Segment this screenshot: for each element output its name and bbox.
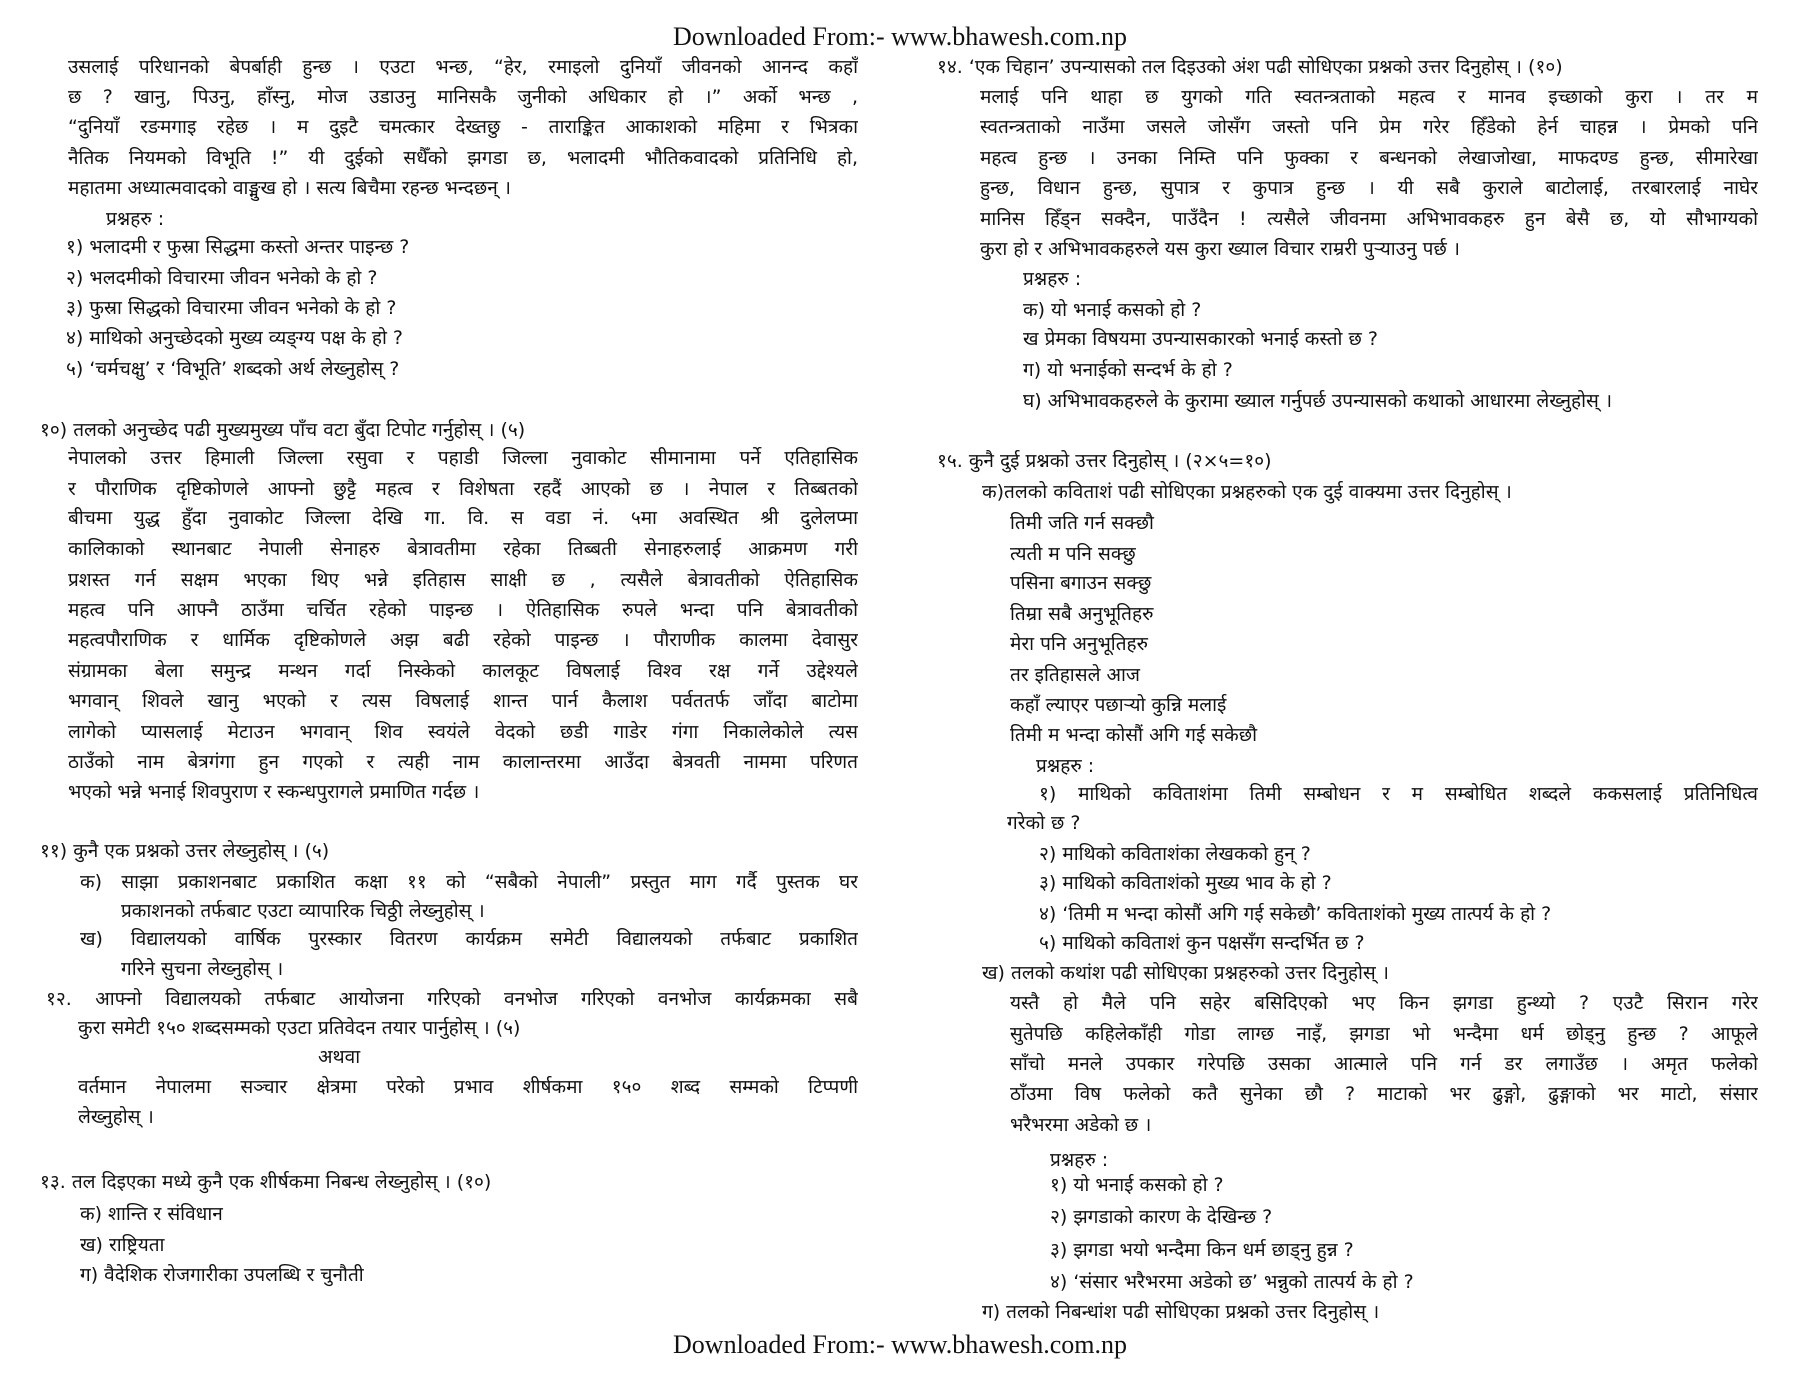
question-item: ४) ‘संसार भरैभरमा अडेको छ’ भन्नुको तात्पर्य के हो ? (1050, 1271, 1414, 1293)
question-item: २) झगडाको कारण के देखिन्छ ? (1050, 1206, 1273, 1228)
questions-label: प्रश्नहरु : (106, 208, 165, 230)
passage-line: मलाई पनि थाहा छ युगको गति स्वतन्त्रताको महत्व र मानव इच्छाको कुरा । तर म (980, 86, 1758, 108)
question-item: ग) यो भनाईको सन्दर्भ के हो ? (1023, 359, 1233, 381)
option-item: प्रकाशनको तर्फबाट एउटा व्यापारिक चिठ्ठी लेख्नुहोस् । (121, 900, 485, 922)
poem-line: तर इतिहासले आज (1010, 664, 1141, 686)
question-heading: १५. कुनै दुई प्रश्नको उत्तर दिनुहोस् । (२×५=१०) (937, 450, 1272, 472)
question-item: ४) माथिको अनुच्छेदको मुख्य व्यङ्ग्य पक्ष के हो ? (66, 327, 404, 349)
question-item: ३) फुस्रा सिद्धको विचारमा जीवन भनेको के हो ? (66, 297, 397, 319)
question-item: ५) ‘चर्मचक्षु’ र ‘विभूति’ शब्दको अर्थ लेख्नुहोस् ? (66, 358, 400, 380)
passage-line: भगवान् शिवले खानु भएको र त्यस विषलाई शान्त पार्न कैलाश पर्वततर्फ जाँदा बाटोमा (68, 690, 858, 712)
questions-label: प्रश्नहरु : (1023, 268, 1082, 290)
passage-line: प्रशस्त गर्न सक्षम भएका थिए भन्ने इतिहास साक्षी छ , त्यसैले बेत्रावतीको ऐतिहासिक (68, 569, 858, 591)
passage-line: ठाउँको नाम बेत्रगंगा हुन गएको र त्यही नाम कालान्तरमा आउँदा बेत्रवती नाममा परिणत (68, 751, 858, 773)
sub-question-heading: ख) तलको कथांश पढी सोधिएका प्रश्नहरुको उत्तर दिनुहोस् । (982, 962, 1390, 984)
passage-line: स्वतन्त्रताको नाउँमा जसले जोसँग जस्तो पनि प्रेम गरेर हिँडेको हेर्न चाहन्न । प्रेमको पनि (980, 116, 1758, 138)
passage-line: महत्व पनि आफ्नै ठाउँमा चर्चित रहेको पाइन्छ । ऐतिहासिक रुपले भन्दा पनि बेत्रावतीको (68, 599, 858, 621)
passage-line: छ ? खानु, पिउनु, हाँस्नु, मोज उडाउनु मानिसकै जुनीको अधिकार हो ।” अर्को भन्छ , (68, 86, 858, 108)
poem-line: मेरा पनि अनुभूतिहरु (1010, 633, 1149, 655)
passage-line: महत्वपौराणिक र धार्मिक दृष्टिकोणले अझ बढी रहेको पाइन्छ । पौराणीक कालमा देवासुर (68, 629, 858, 651)
question-item: ३) झगडा भयो भन्दैमा किन धर्म छाड्नु हुन्न ? (1050, 1239, 1354, 1261)
poem-line: तिमी जति गर्न सक्छौ (1010, 512, 1154, 534)
question-item: क) यो भनाई कसको हो ? (1023, 299, 1202, 321)
question-item: २) माथिको कविताशंका लेखकको हुन् ? (1039, 843, 1311, 865)
question-item: गरेको छ ? (1007, 812, 1081, 834)
passage-line: महत्व हुन्छ । उनका निम्ति पनि फुक्का र बन्धनको लेखाजोखा, माफदण्ड हुन्छ, सीमारेखा (980, 147, 1758, 169)
passage-line: कालिकाको स्थानबाट नेपाली सेनाहरु बेत्रावतीमा रहेका तिब्बती सेनाहरुलाई आक्रमण गरी (68, 538, 858, 560)
passage-line: ठाँउमा विष फलेको कतै सुनेका छौ ? माटाको भर ढुङ्गो, ढुङ्गाको भर माटो, संसार (1010, 1083, 1758, 1105)
option-item: क) शान्ति र संविधान (80, 1203, 223, 1225)
question-heading: १०) तलको अनुच्छेद पढी मुख्यमुख्य पाँच वटा बुँदा टिपोट गर्नुहोस् । (५) (40, 419, 526, 441)
passage-line: नेपालको उत्तर हिमाली जिल्ला रसुवा र पहाडी जिल्ला नुवाकोट सीमानामा पर्ने एतिहासिक (68, 447, 858, 469)
option-item: ख) राष्ट्रियता (80, 1234, 165, 1256)
or-label: अथवा (318, 1046, 361, 1068)
poem-line: कहाँ ल्याएर पछाऱ्यो कुन्नि मलाई (1010, 694, 1227, 716)
passage-line: हुन्छ, विधान हुन्छ, सुपात्र र कुपात्र हुन्छ । यी सबै कुराले बाटोलाई, तरबारलाई नाघेर (980, 177, 1758, 199)
question-item: २) भलदमीको विचारमा जीवन भनेको के हो ? (66, 267, 378, 289)
question-item: घ) अभिभावकहरुले के कुरामा ख्याल गर्नुपर्छ उपन्यासको कथाको आधारमा लेख्नुहोस् । (1023, 390, 1613, 412)
footer-watermark: Downloaded From:- www.bhawesh.com.np (673, 1330, 1127, 1359)
passage-line: नैतिक नियमको विभूति !” यी दुईको सधैँको झगडा छ, भलादमी भौतिकवादको प्रतिनिधि हो, (68, 147, 858, 169)
question-heading: कुरा समेटी १५० शब्दसम्मको एउटा प्रतिवेदन तयार पार्नुहोस् । (५) (78, 1017, 521, 1039)
passage-line: महातमा अध्यात्मवादको वाङ्मुख हो । सत्य बिचैमा रहन्छ भन्दछन् । (68, 177, 511, 199)
questions-label: प्रश्नहरु : (1050, 1149, 1109, 1171)
passage-line: सुतेपछि कहिलेकाँही गोडा लाग्छ नाइँ, झगडा भो भन्दैमा धर्म छोड्नु हुन्छ ? आफूले (1010, 1023, 1758, 1045)
passage-line: मानिस हिँड्न सक्दैन, पाउँदैन ! त्यसैले जीवनमा अभिभावकहरु हुन बेसै छ, यो सौभाग्यको (980, 208, 1758, 230)
question-item: ख प्रेमका विषयमा उपन्यासकारको भनाई कस्तो छ ? (1023, 328, 1378, 350)
passage-line: संग्रामका बेला समुन्द्र मन्थन गर्दा निस्केको कालकूट विषलाई विश्व रक्ष गर्ने उद्देश्यले (68, 660, 858, 682)
question-item: ५) माथिको कविताशं कुन पक्षसँग सन्दर्भित छ ? (1039, 932, 1365, 954)
passage-line: यस्तै हो मैले पनि सहेर बसिदिएको भए किन झगडा हुन्थ्यो ? एउटै सिरान गरेर (1010, 992, 1758, 1014)
question-item: ४) ‘तिमी म भन्दा कोसौं अगि गई सकेछौ’ कविताशंको मुख्य तात्पर्य के हो ? (1039, 903, 1552, 925)
passage-line: कुरा हो र अभिभावकहरुले यस कुरा ख्याल विचार राम्ररी पुऱ्याउनु पर्छ । (980, 238, 1461, 260)
option-item: ग) वैदेशिक रोजगारीका उपलब्धि र चुनौती (80, 1264, 364, 1286)
question-item: १) यो भनाई कसको हो ? (1050, 1174, 1224, 1196)
poem-line: त्यती म पनि सक्छु (1010, 543, 1136, 565)
question-item: १) भलादमी र फुस्रा सिद्धमा कस्तो अन्तर पाइन्छ ? (66, 236, 410, 258)
question-heading: लेख्नुहोस् । (78, 1106, 154, 1128)
passage-line: उसलाई परिधानको बेपर्बाही हुन्छ । एउटा भन्छ, “हेर, रमाइलो दुनियाँ जीवनको आनन्द कहाँ (68, 56, 858, 78)
question-heading: १४. ‘एक चिहान’ उपन्यासको तल दिइउको अंश पढी सोधिएका प्रश्नको उत्तर दिनुहोस् । (१०) (937, 56, 1563, 78)
question-heading: ११) कुनै एक प्रश्नको उत्तर लेख्नुहोस् । (५) (40, 840, 330, 862)
sub-question-heading: क)तलको कविताशं पढी सोधिएका प्रश्नहरुको एक दुई वाक्यमा उत्तर दिनुहोस् । (982, 481, 1512, 503)
question-heading: वर्तमान नेपालमा सञ्चार क्षेत्रमा परेको प्रभाव शीर्षकमा १५० शब्द सम्मको टिप्पणी (78, 1076, 858, 1098)
passage-line: लागेको प्यासलाई मेटाउन भगवान् शिव स्वयंले वेदको छडी गाडेर गंगा निकालेकोले त्यस (68, 721, 858, 743)
option-item: क) साझा प्रकाशनबाट प्रकाशित कक्षा ११ को “सबैको नेपाली” प्रस्तुत माग गर्दै पुस्तक घर (80, 871, 858, 893)
sub-question-heading: ग) तलको निबन्धांश पढी सोधिएका प्रश्नको उत्तर दिनुहोस् । (982, 1301, 1380, 1323)
passage-line: “दुनियाँ रङमगाइ रहेछ । म दुइटै चमत्कार देख्तछु - ताराङ्कित आकाशको महिमा र भित्रका (68, 116, 858, 138)
poem-line: तिमी म भन्दा कोसौं अगि गई सकेछौ (1010, 724, 1257, 746)
passage-line: र पौराणिक दृष्टिकोणले आफ्नो छुट्टै महत्व र विशेषता रहदैं आएको छ । नेपाल र तिब्बतको (68, 478, 858, 500)
header-watermark: Downloaded From:- www.bhawesh.com.np (673, 22, 1127, 51)
poem-line: तिम्रा सबै अनुभूतिहरु (1010, 603, 1154, 625)
question-item: १) माथिको कविताशंमा तिमी सम्बोधन र म सम्बोधित शब्दले ककसलाई प्रतिनिधित्व (1039, 783, 1758, 805)
passage-line: भरैभरमा अडेको छ । (1010, 1114, 1152, 1136)
option-item: गरिने सुचना लेख्नुहोस् । (121, 958, 284, 980)
passage-line: भएको भन्ने भनाई शिवपुराण र स्कन्धपुरागले प्रमाणित गर्दछ । (68, 781, 480, 803)
question-heading: १२. आफ्नो विद्यालयको तर्फबाट आयोजना गरिएको वनभोज गरिएको वनभोज कार्यक्रमका सबै (46, 988, 858, 1010)
question-heading: १३. तल दिइएका मध्ये कुनै एक शीर्षकमा निबन्ध लेख्नुहोस् । (१०) (40, 1171, 492, 1193)
questions-label: प्रश्नहरु : (1036, 755, 1095, 777)
passage-line: बीचमा युद्ध हुँदा नुवाकोट जिल्ला देखि गा. वि. स वडा नं. ५मा अवस्थित श्री दुलेलप्मा (68, 507, 858, 529)
passage-line: साँचो मनले उपकार गरेपछि उसका आत्माले पनि गर्न डर लगाउँछ । अमृत फलेको (1010, 1053, 1758, 1075)
question-item: ३) माथिको कविताशंको मुख्य भाव के हो ? (1039, 872, 1332, 894)
poem-line: पसिना बगाउन सक्छु (1010, 572, 1152, 594)
option-item: ख) विद्यालयको वार्षिक पुरस्कार वितरण कार्यक्रम समेटी विद्यालयको तर्फबाट प्रकाशित (80, 928, 858, 950)
